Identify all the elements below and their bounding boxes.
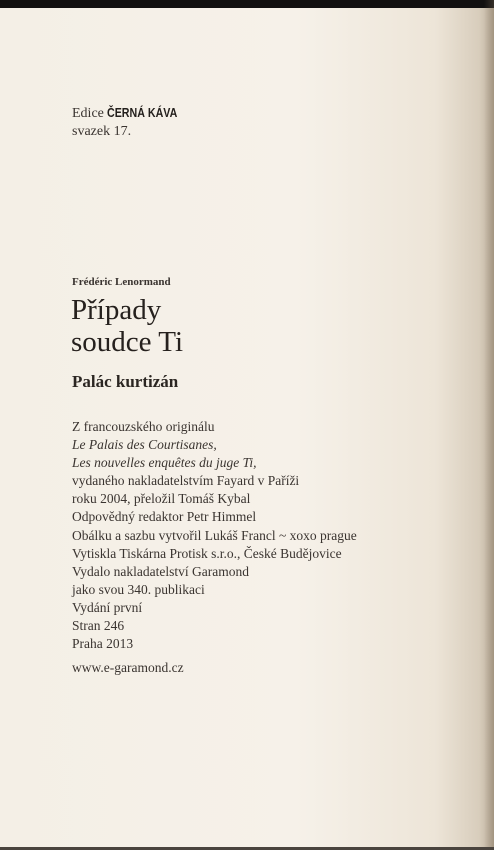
- page-binding-shadow: [484, 0, 494, 850]
- colophon-line: Z francouzského originálu: [72, 419, 215, 434]
- colophon-line-original-title: Le Palais des Courtisanes,: [72, 437, 217, 453]
- colophon-line: jako svou 340. publikaci: [72, 581, 205, 597]
- edition-block: [72, 104, 193, 141]
- page-top-edge: [0, 0, 494, 8]
- edition-line: [72, 104, 193, 123]
- author-name: Frédéric Lenormand: [72, 276, 171, 288]
- colophon: [72, 418, 357, 653]
- colophon-line: Obálku a sazbu vytvořil Lukáš Francl ~ xoxo prague: [72, 527, 357, 543]
- book-title-line-2: soudce Ti: [71, 326, 184, 358]
- edition-volume: svazek 17.: [72, 124, 132, 139]
- colophon-line: Odpovědný redaktor Petr Himmel: [72, 509, 257, 525]
- colophon-line: Vydalo nakladatelství Garamond: [72, 563, 249, 579]
- colophon-line: vydaného nakladatelstvím Fayard v Paříži: [72, 473, 300, 489]
- book-title-line-1: Případy: [71, 294, 162, 326]
- colophon-line: Vydání první: [72, 599, 143, 615]
- edition-series-name: ČERNÁ KÁVA: [107, 105, 178, 120]
- colophon-line-original-series: Les nouvelles enquêtes du juge Ti,: [72, 455, 257, 471]
- book-subtitle: Palác kurtizán: [72, 372, 179, 391]
- colophon-line: roku 2004, přeložil Tomáš Kybal: [72, 491, 251, 507]
- edition-prefix: Edice: [72, 106, 104, 121]
- colophon-line: Vytiskla Tiskárna Protisk s.r.o., České Budějovice: [72, 545, 342, 561]
- colophon-line: Praha 2013: [72, 636, 134, 652]
- colophon-line: Stran 246: [72, 618, 125, 634]
- book-title: [71, 294, 183, 358]
- publisher-website: www.e-garamond.cz: [72, 660, 184, 675]
